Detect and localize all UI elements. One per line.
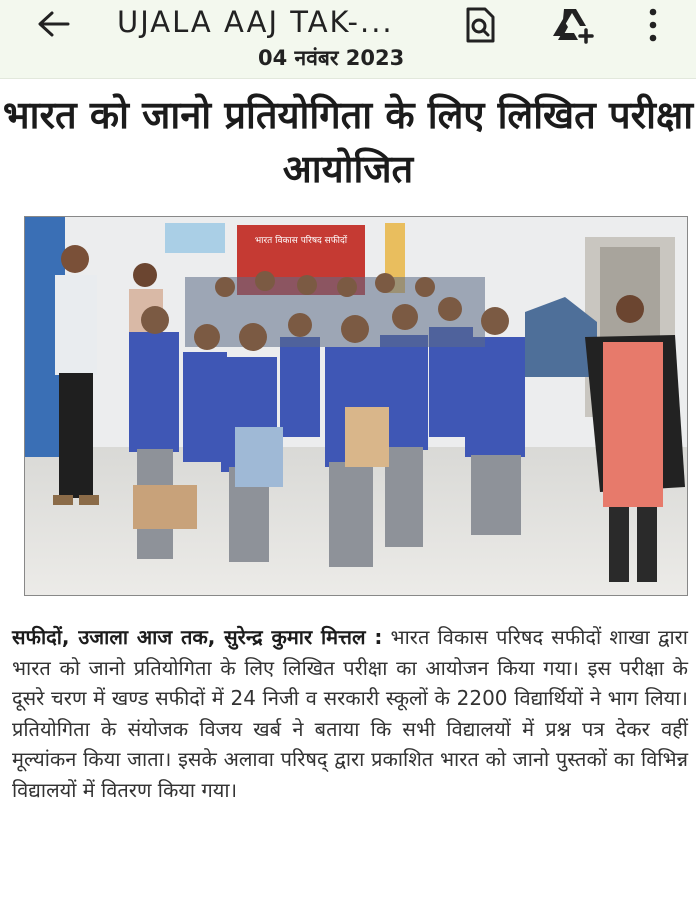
article-body xyxy=(12,622,688,805)
news-photo xyxy=(24,216,688,596)
banner-text: भारत विकास परिषद सफीदों xyxy=(254,236,348,246)
app-title: UJALA AAJ TAK-... xyxy=(117,5,394,39)
add-to-drive-icon xyxy=(550,6,596,44)
article-text: भारत विकास परिषद सफीदों शाखा द्वारा भारत को जानो प्रतियोगिता के लिए लिखित परीक्षा का आयोजन किया गया। इस परीक्षा के दूसरे चरण में खण्ड सफीदों में 24 निजी व सरकारी स्कूलों के 2200 विद्यार्थियों ने भाग लिया। प्रतियोगिता के संयोजक विजय खर्ब ने बताया कि सभी विद्यालयों में प्रश्न पत्र देकर वहीं मूल्यांकन किया जाता। इसके अलावा परिषद् द्वारा प्रकाशित भारत को जानो पुस्तकों का विभिन्न विद्यालयों में वितरण किया गया। xyxy=(12,625,688,802)
article-dateline: सफीदों, उजाला आज तक, सुरेन्द्र कुमार मित्तल : xyxy=(12,625,383,649)
back-button[interactable] xyxy=(34,8,74,40)
article-headline: भारत को जानो प्रतियोगिता के लिए लिखित परीक्षा आयोजित xyxy=(2,93,694,191)
more-vertical-icon xyxy=(643,6,663,44)
group-photo-illustration xyxy=(25,217,687,595)
edition-date: 04 नवंबर 2023 xyxy=(258,46,405,70)
search-document-button[interactable] xyxy=(463,6,497,44)
add-to-drive-button[interactable] xyxy=(550,6,596,44)
more-options-button[interactable] xyxy=(643,6,663,44)
document-search-icon xyxy=(463,6,497,44)
arrow-left-icon xyxy=(34,8,74,40)
top-app-bar xyxy=(0,0,696,79)
